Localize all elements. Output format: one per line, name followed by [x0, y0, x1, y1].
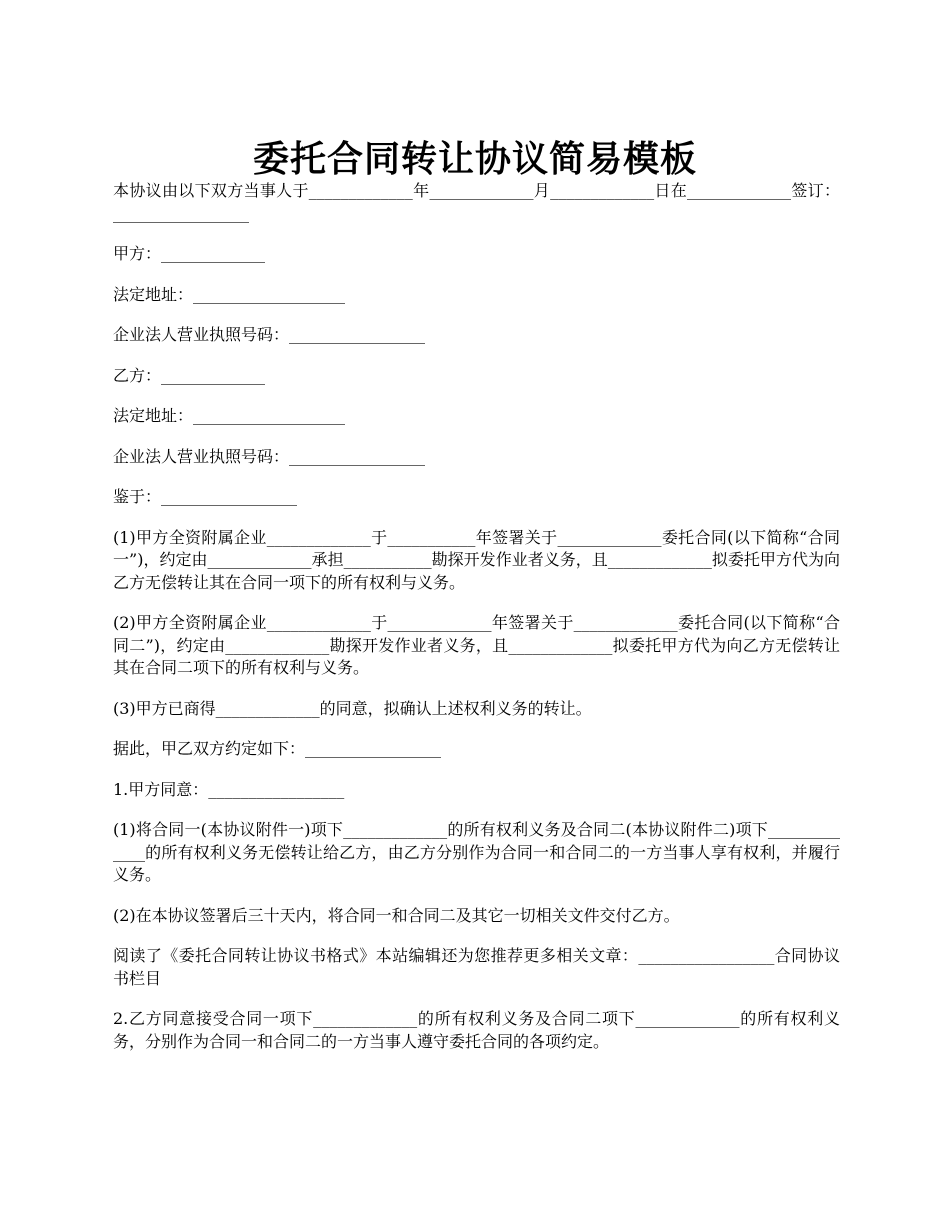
related-articles-note: 阅读了《委托合同转让协议书格式》本站编辑还为您推荐更多相关文章：_________________合同协议书栏目	[113, 946, 840, 988]
party-b-address-line: 法定地址：___________________	[113, 406, 346, 425]
document-body	[113, 180, 840, 1071]
whereas-line: 鉴于：_________________	[113, 487, 298, 506]
clause-1-heading: 1.甲方同意：_________________	[113, 779, 345, 799]
party-a-address-line: 法定地址：___________________	[113, 284, 346, 304]
clause-1-item-2: (2)在本协议签署后三十天内，将合同一和合同二及其它一切相关文件交付乙方。	[113, 905, 680, 925]
party-a-license-line: 企业法人营业执照号码：_________________	[113, 325, 426, 344]
party-b-license-line: 企业法人营业执照号码：_________________	[113, 446, 426, 466]
agreement-intro: 据此，甲乙双方约定如下：_________________	[113, 739, 442, 758]
clause-2: 2.乙方同意接受合同一项下_____________的所有权利义务及合同二项下_____________的所有权利义务，分别作为合同一和合同二的一方当事人遵守委托合同的各项约定。	[113, 1009, 840, 1051]
whereas-clause-3: (3)甲方已商得_____________的同意，拟确认上述权利义务的转让。	[113, 698, 592, 718]
clause-1-item-1: (1)将合同一(本协议附件一)项下_____________的所有权利义务及合同二(本协议附件二)项下_____________的所有权利义务无偿转让给乙方，由乙方分别作为合同一和合同二的一方当事人享有权利，并履行义务。	[113, 820, 840, 884]
whereas-clause-2: (2)甲方全资附属企业_____________于_____________年签署关于_____________委托合同(以下简称“合同二”)，约定由_____________勘探开发作业者义务，且_____________拟委托甲方代为向乙方无偿转让其在合同二项下的所有权利与义务。	[113, 613, 840, 677]
whereas-clause-1: (1)甲方全资附属企业_____________于___________年签署关于_____________委托合同(以下简称“合同一”)，约定由_____________承担___________勘探开发作业者义务，且_____________拟委托甲方代为向乙方无偿转让其在合同一项下的所有权利与义务。	[113, 527, 840, 592]
party-b-line: 乙方：_____________	[113, 365, 266, 385]
document-title: 委托合同转让协议简易模板	[252, 139, 697, 181]
intro-paragraph: 本协议由以下双方当事人于_____________年_____________月_____________日在_____________签订：_________________	[113, 181, 840, 223]
party-a-line: 甲方：_____________	[113, 244, 266, 263]
